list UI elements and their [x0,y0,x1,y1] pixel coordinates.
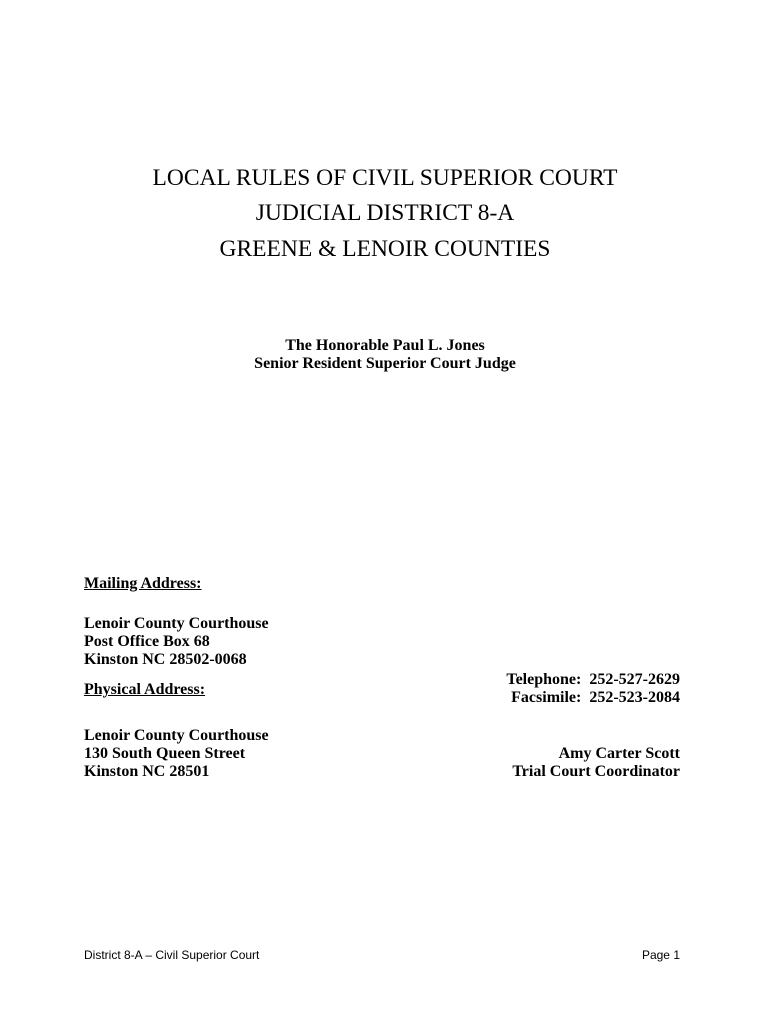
mailing-address-line: Kinston NC 28502-0068 [84,651,247,668]
mailing-address-line: Post Office Box 68 [84,633,210,650]
physical-address-heading: Physical Address: [84,681,206,698]
physical-address-line: 130 South Queen Street [84,745,246,762]
footer-left: District 8-A – Civil Superior Court [84,948,260,962]
document-title-line-3: GREENE & LENOIR COUNTIES [219,236,551,262]
mailing-address-line: Lenoir County Courthouse [84,615,269,632]
coordinator-title: Trial Court Coordinator [512,763,680,780]
page-number: Page 1 [641,948,680,962]
document-title-line-1: LOCAL RULES OF CIVIL SUPERIOR COURT [152,165,618,191]
judge-name: The Honorable Paul L. Jones [285,337,485,354]
telephone: Telephone: 252-527-2629 [506,671,680,688]
judge-position: Senior Resident Superior Court Judge [254,355,516,372]
physical-address-line: Lenoir County Courthouse [84,727,269,744]
mailing-address-heading: Mailing Address: [84,575,202,592]
coordinator-name: Amy Carter Scott [558,745,680,762]
physical-address-line: Kinston NC 28501 [84,763,210,780]
facsimile: Facsimile: 252-523-2084 [511,689,680,706]
document-title-line-2: JUDICIAL DISTRICT 8-A [255,200,515,226]
